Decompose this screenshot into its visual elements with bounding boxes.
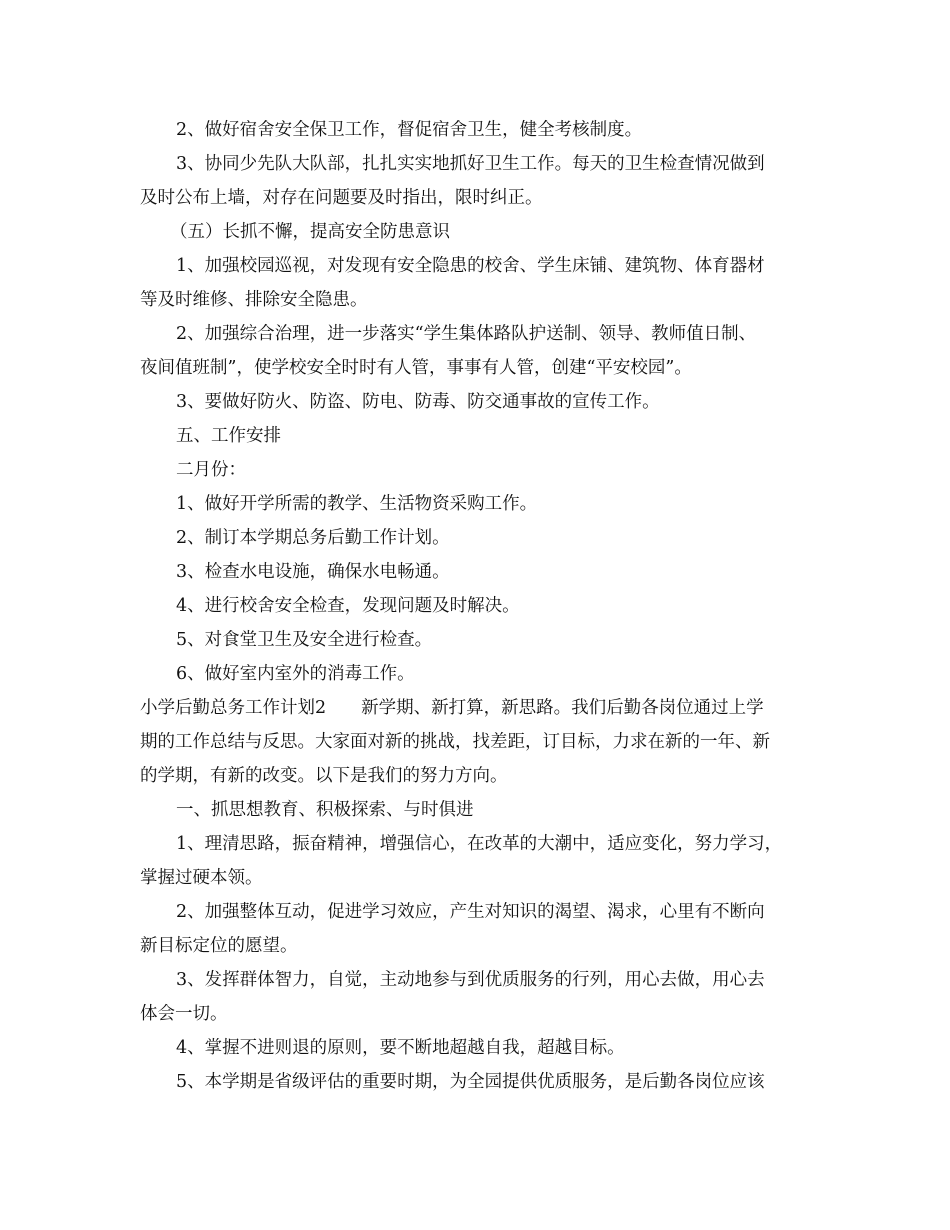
list-item: 3、检查水电设施，确保水电畅通。 [176,562,450,582]
paragraph-line: 2、加强整体互动，促进学习效应，产生对知识的渴望、渴求，心里有不断向 [176,902,765,922]
paragraph-line: 体会一切。 [140,1004,228,1024]
paragraph-line: 2、加强综合治理，进一步落实“学生集体路队护送制、领导、教师值日制、 [176,324,757,344]
paragraph-line: 4、掌握不进则退的原则，要不断地超越自我，超越目标。 [176,1038,625,1058]
paragraph-line: 掌握过硬本领。 [140,868,263,888]
paragraph-line: 小学后勤总务工作计划2 新学期、新打算，新思路。我们后勤各岗位通过上学 [140,698,764,718]
section-heading: 五、工作安排 [176,426,281,446]
paragraph-line: 等及时维修、排除安全隐患。 [140,290,368,310]
paragraph-line: 新目标定位的愿望。 [140,936,298,956]
section-heading: （五）长抓不懈，提高安全防患意识 [170,222,450,242]
list-item: 5、对食堂卫生及安全进行检查。 [176,630,433,650]
paragraph-line: 3、发挥群体智力，自觉，主动地参与到优质服务的行列，用心去做，用心去 [176,970,765,990]
list-item: 6、做好室内室外的消毒工作。 [176,664,415,684]
subheading: 二月份： [176,460,246,480]
paragraph-line: 1、加强校园巡视，对发现有安全隐患的校舍、学生床铺、建筑物、体育器材 [176,256,765,276]
paragraph-line: 夜间值班制”，使学校安全时时有人管，事事有人管，创建“平安校园”。 [140,358,692,378]
list-item: 2、制订本学期总务后勤工作计划。 [176,528,450,548]
paragraph-line: 3、协同少先队大队部，扎扎实实地抓好卫生工作。每天的卫生检查情况做到 [176,154,765,174]
list-item: 4、进行校舍安全检查，发现问题及时解决。 [176,596,520,616]
paragraph-line: 2、做好宿舍安全保卫工作，督促宿舍卫生，健全考核制度。 [176,120,643,140]
section-heading: 一、抓思想教育、积极探索、与时俱进 [176,800,474,820]
paragraph-line: 及时公布上墙，对存在问题要及时指出，限时纠正。 [140,188,543,208]
paragraph-line: 3、要做好防火、防盗、防电、防毒、防交通事故的宣传工作。 [176,392,660,412]
paragraph-line: 期的工作总结与反思。大家面对新的挑战，找差距，订目标，力求在新的一年、新 [140,732,770,752]
paragraph-line: 1、理清思路，振奋精神，增强信心，在改革的大潮中，适应变化，努力学习， [176,834,783,854]
paragraph-line: 5、本学期是省级评估的重要时期，为全园提供优质服务，是后勤各岗位应该 [176,1072,765,1092]
list-item: 1、做好开学所需的教学、生活物资采购工作。 [176,494,538,514]
paragraph-line: 的学期，有新的改变。以下是我们的努力方向。 [140,766,508,786]
